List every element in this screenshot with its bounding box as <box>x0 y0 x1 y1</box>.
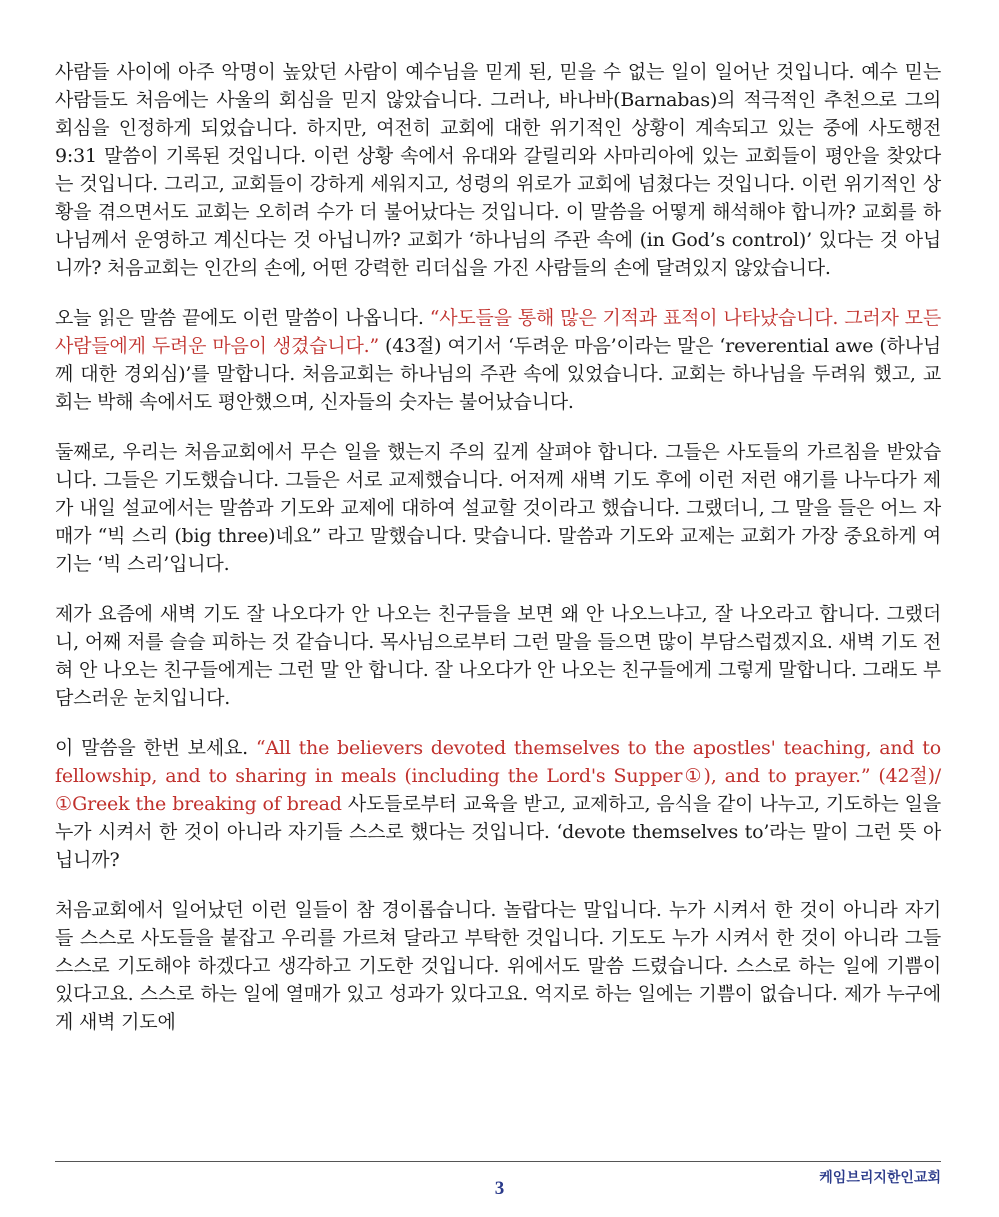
church-name: 케임브리지한인교회 <box>819 1170 941 1186</box>
paragraph-6-text: 처음교회에서 일어났던 이런 일들이 참 경이롭습니다. 놀랍다는 말입니다. 누가 시켜서 한 것이 아니라 자기들 스스로 사도들을 붙잡고 우리를 가르쳐 달라고 부탁한 것입니다. 기도도 누가 시켜서 한 것이 아니라 그들 스스로 기도해야 하겠다고 생각하고 기도한 것입니다. 위에서도 말씀 드렸습니다. 스스로 하는 일에 기쁨이 있다고요. 스스로 하는 일에 열매가 있고 성과가 있다고요. 억지로 하는 일에는 기쁨이 없습니다. 제가 누구에게 새벽 기도에 <box>55 899 941 1033</box>
footer-divider <box>55 1161 941 1162</box>
paragraph-2-text-b: (43절) 여기서 ‘두려운 마음’이라는 말은 ‘reverential awe (하나님께 대한 경외심)’를 말합니다. 처음교회는 하나님의 주관 속에 있었습니다. 교회는 하나님을 두려워 했고, 교회는 박해 속에서도 평안했으며, 신자들의 숫자는 불어났습니다. <box>55 335 941 413</box>
document-body <box>55 58 941 1058</box>
page-number: 3 <box>494 1178 505 1199</box>
paragraph-6 <box>55 896 941 1036</box>
paragraph-4 <box>55 600 941 712</box>
paragraph-3 <box>55 438 941 578</box>
paragraph-4-text: 제가 요즘에 새벽 기도 잘 나오다가 안 나오는 친구들을 보면 왜 안 나오느냐고, 잘 나오라고 합니다. 그랬더니, 어째 저를 슬슬 피하는 것 같습니다. 목사님으로부터 그런 말을 들으면 많이 부담스럽겠지요. 새벽 기도 전혀 안 나오는 친구들에게는 그런 말 안 합니다. 잘 나오다가 안 나오는 친구들에게 그렇게 말합니다. 그래도 부담스러운 눈치입니다. <box>55 603 941 709</box>
paragraph-5-text-b: 사도들로부터 교육을 받고, 교제하고, 음식을 같이 나누고, 기도하는 일을 누가 시켜서 한 것이 아니라 자기들 스스로 했다는 것입니다. ‘devote themselves to’라는 말이 그런 뜻 아닙니까? <box>55 793 941 871</box>
paragraph-5 <box>55 734 941 874</box>
paragraph-2 <box>55 304 941 416</box>
paragraph-1-text: 사람들 사이에 아주 악명이 높았던 사람이 예수님을 믿게 된, 믿을 수 없는 일이 일어난 것입니다. 예수 믿는 사람들도 처음에는 사울의 회심을 믿지 않았습니다. 그러나, 바나바(Barnabas)의 적극적인 추천으로 그의 회심을 인정하게 되었습니다. 하지만, 여전히 교회에 대한 위기적인 상황이 계속되고 있는 중에 사도행전 9:31 말씀이 기록된 것입니다. 이런 상황 속에서 유대와 갈릴리와 사마리아에 있는 교회들이 평안을 찾았다는 것입니다. 그리고, 교회들이 강하게 세워지고, 성령의 위로가 교회에 넘쳤다는 것입니다. 이런 위기적인 상황을 겪으면서도 교회는 오히려 수가 더 불어났다는 것입니다. 이 말씀을 어떻게 해석해야 합니까? 교회를 하나님께서 운영하고 계신다는 것 아닙니까? 교회가 ‘하나님의 주관 속에 (in God’s control)’ 있다는 것 아닙니까? 처음교회는 인간의 손에, 어떤 강력한 리더십을 가진 사람들의 손에 달려있지 않았습니다. <box>55 61 941 279</box>
paragraph-1 <box>55 58 941 282</box>
paragraph-2-text-a: 오늘 읽은 말씀 끝에도 이런 말씀이 나옵니다. <box>55 307 430 329</box>
scripture-quote-43: “사도들을 통해 많은 기적과 표적이 나타났습니다. 그러자 모든 사람들에게 두려운 마음이 생겼습니다.” <box>55 307 941 357</box>
paragraph-5-text-a: 이 말씀을 한번 보세요. <box>55 737 256 759</box>
paragraph-3-text: 둘째로, 우리는 처음교회에서 무슨 일을 했는지 주의 깊게 살펴야 합니다. 그들은 사도들의 가르침을 받았습니다. 그들은 기도했습니다. 그들은 서로 교제했습니다. 어저께 새벽 기도 후에 이런 저런 얘기를 나누다가 제가 내일 설교에서는 말씀과 기도와 교제에 대하여 설교할 것이라고 했습니다. 그랬더니, 그 말을 들은 어느 자매가 “빅 스리 (big three)네요” 라고 말했습니다. 맞습니다. 말씀과 기도와 교제는 교회가 가장 중요하게 여기는 ‘빅 스리’입니다. <box>55 441 941 575</box>
scripture-quote-42: “All the believers devoted themselves to the apostles' teaching, and to fellowship, and to sharing in meals (including the Lord's Supper①), and to prayer.” (42절)/ ①Greek the breaking of bread <box>55 737 941 815</box>
